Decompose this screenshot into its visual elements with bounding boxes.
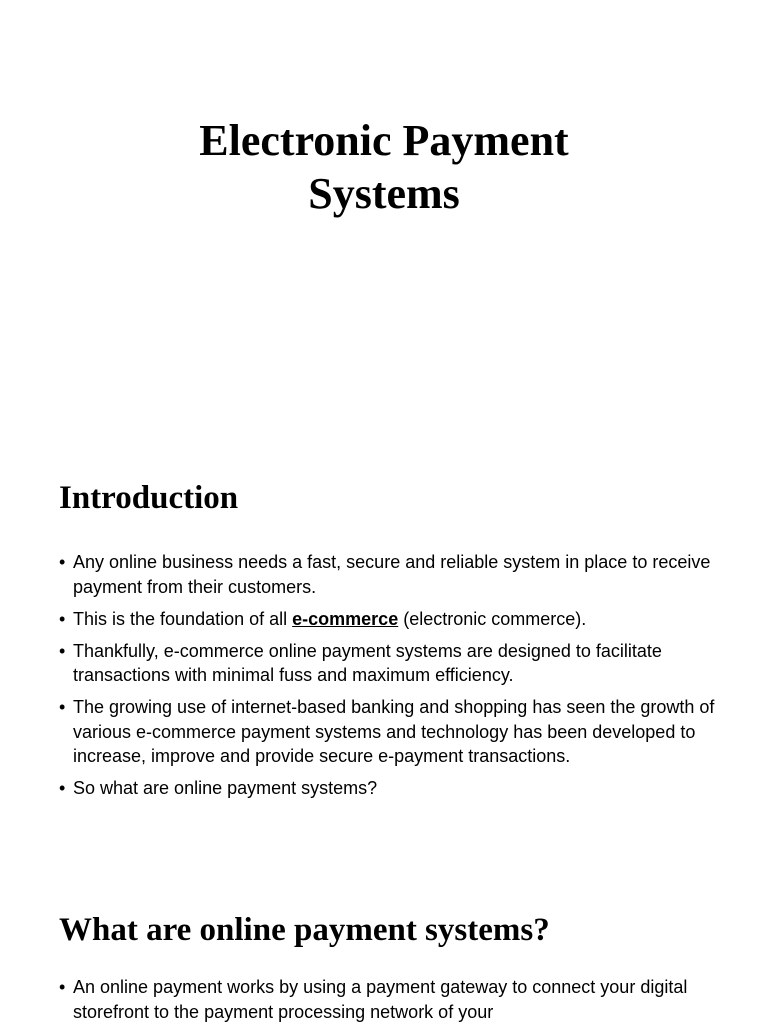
introduction-heading: Introduction — [59, 480, 239, 516]
list-item — [59, 776, 729, 801]
bullet-text: An online payment works by using a payment gateway to connect your digital storefront to the payment processing network of your — [73, 977, 688, 1022]
bullet-text: Any online business needs a fast, secure and reliable system in place to receive payment from their customers. — [73, 552, 711, 597]
e-commerce-link[interactable]: e-commerce — [292, 608, 399, 629]
bullet-icon: • — [59, 640, 66, 661]
slide-title — [0, 114, 768, 220]
list-item — [59, 975, 729, 1024]
what-are-online-payment-systems-heading: What are online payment systems? — [59, 912, 550, 948]
bullet-text-before: This is the foundation of all — [73, 608, 293, 629]
list-item — [59, 639, 729, 688]
bullet-text: The growing use of internet-based banking and shopping has seen the growth of various e-commerce payment systems and technology has been developed to increase, improve and provide secure e-payment transactions. — [73, 697, 715, 766]
bullet-text-after: (electronic commerce). — [398, 608, 587, 629]
bullet-icon: • — [59, 697, 66, 717]
bullet-icon: • — [59, 778, 66, 798]
bullet-text: Thankfully, e-commerce online payment systems are designed to facilitate transactions with minimal fuss and maximum efficiency. — [73, 640, 662, 685]
bullet-text: So what are online payment systems? — [73, 778, 378, 798]
list-item — [59, 607, 729, 632]
online-payment-bullet-list — [59, 975, 729, 1032]
title-line-2: Systems — [308, 169, 460, 218]
bullet-icon: • — [59, 608, 66, 629]
bullet-icon: • — [59, 552, 66, 572]
introduction-bullet-list — [59, 550, 729, 808]
bullet-icon: • — [59, 977, 66, 997]
list-item — [59, 695, 729, 769]
title-line-1: Electronic Payment — [199, 116, 569, 165]
list-item — [59, 550, 729, 599]
